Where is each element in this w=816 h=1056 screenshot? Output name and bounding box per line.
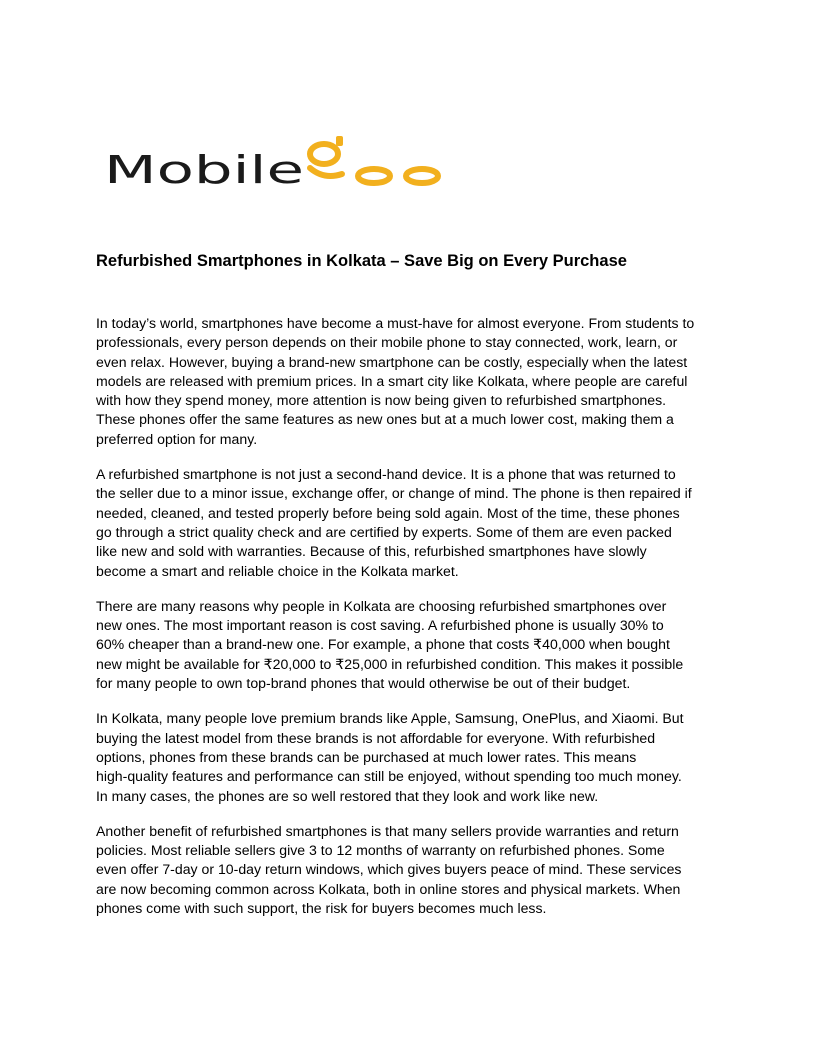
text-line: There are many reasons why people in Kolkata are choosing refurbished smartphones over <box>96 597 667 614</box>
text-line: the seller due to a minor issue, exchange offer, or change of mind. The phone is then repaired if <box>96 485 692 502</box>
text-line: even relax. However, buying a brand-new smartphone can be costly, especially when the latest <box>96 353 688 370</box>
paragraph-4 <box>96 709 722 805</box>
text-line: high-quality features and performance can still be enjoyed, without spending too much money. <box>96 768 682 785</box>
text-line: In today’s world, smartphones have become a must-have for almost everyone. From students to <box>96 315 695 331</box>
text-line: needed, cleaned, and tested properly before being sold again. Most of the time, these phones <box>96 504 680 521</box>
text-line: professionals, every person depends on their mobile phone to stay connected, work, learn, or <box>96 334 678 351</box>
text-line: In many cases, the phones are so well restored that they look and work like new. <box>96 787 599 804</box>
paragraph-3 <box>96 597 722 693</box>
text-line: for many people to own top-brand phones that would otherwise be out of their budget. <box>96 675 631 692</box>
text-line: 60% cheaper than a brand-new one. For example, a phone that costs ₹40,000 when bought <box>96 636 670 653</box>
svg-text:Mobile: Mobile <box>104 148 304 188</box>
text-line: with how they spend money, more attention is now being given to refurbished smartphones. <box>96 392 667 409</box>
text-line: preferred option for many. <box>96 430 258 447</box>
text-line: new ones. The most important reason is cost saving. A refurbished phone is usually 30% to <box>96 617 664 634</box>
text-line: are now becoming common across Kolkata, both in online stores and physical markets. When <box>96 880 681 897</box>
paragraph-2 <box>96 465 722 581</box>
paragraph-5 <box>96 822 722 918</box>
paragraph-1 <box>96 314 722 449</box>
text-line: policies. Most reliable sellers give 3 to 12 months of warranty on refurbished phones. Some <box>96 842 665 859</box>
text-line: options, phones from these brands can be purchased at much lower rates. This means <box>96 748 637 765</box>
text-line: These phones offer the same features as new ones but at a much lower cost, making them a <box>96 411 674 428</box>
text-line: models are released with premium prices. In a smart city like Kolkata, where people are careful <box>96 372 688 389</box>
text-line: buying the latest model from these brands is not affordable for everyone. With refurbished <box>96 729 656 746</box>
text-line: become a smart and reliable choice in the Kolkata market. <box>96 562 459 579</box>
mobilegoo-logo <box>104 136 446 188</box>
text-line: go through a strict quality check and are certified by experts. Some of them are even packed <box>96 523 672 540</box>
text-line: even offer 7-day or 10-day return windows, which gives buyers peace of mind. These services <box>96 861 682 878</box>
text-line: A refurbished smartphone is not just a second-hand device. It is a phone that was returned to <box>96 466 676 483</box>
mobilegoo-logo-graphic <box>104 136 446 188</box>
article-title: Refurbished Smartphones in Kolkata – Save Big on Every Purchase <box>96 252 627 270</box>
text-line: In Kolkata, many people love premium brands like Apple, Samsung, OnePlus, and Xiaomi. But <box>96 710 684 727</box>
text-line: Another benefit of refurbished smartphones is that many sellers provide warranties and return <box>96 822 679 839</box>
text-line: like new and sold with warranties. Because of this, refurbished smartphones have slowly <box>96 543 647 560</box>
text-line: phones come with such support, the risk for buyers becomes much less. <box>96 900 547 917</box>
article-body <box>96 314 722 934</box>
text-line: new might be available for ₹20,000 to ₹25,000 in refurbished condition. This makes it possible <box>96 655 684 672</box>
